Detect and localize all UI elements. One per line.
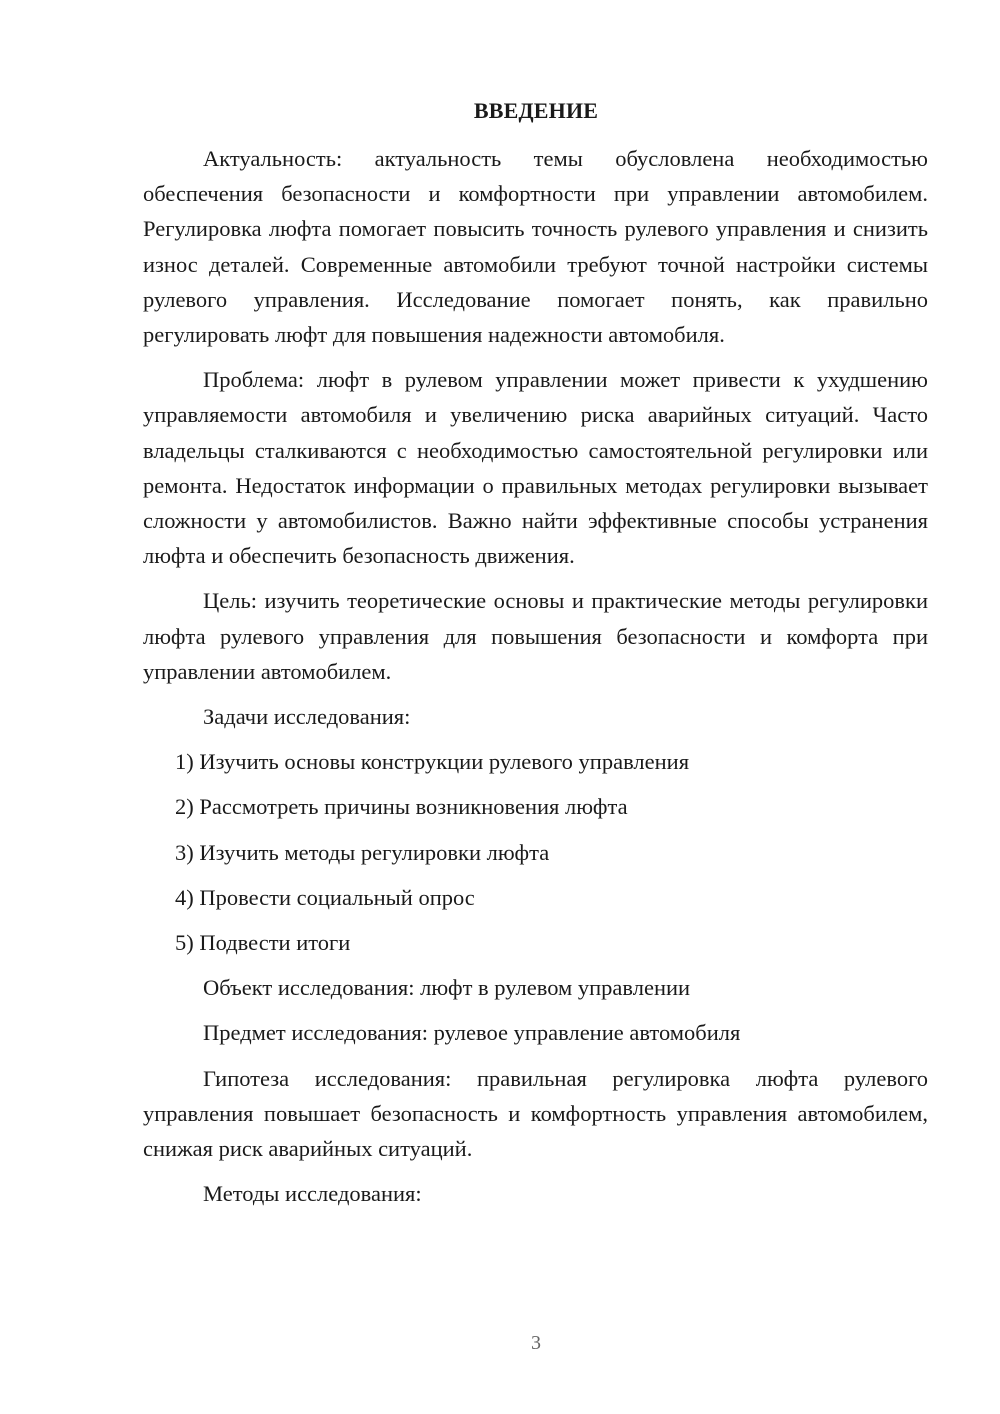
list-item: 3) Изучить методы регулировки люфта xyxy=(175,839,550,865)
object-paragraph: Объект исследования: люфт в рулевом управлении xyxy=(203,975,691,1001)
problem-paragraph: Проблема: люфт в рулевом управлении может привести к ухудшению управляемости автомобиля и увеличению риска аварийных ситуаций. Часто владельцы сталкиваются с необходимостью самостоятельной регулировки или ремонта. Недостаток информации о правильных методах регулировки вызывает сложности у автомобилистов. Важно найти эффективные способы устранения люфта и обеспечить безопасность движения. xyxy=(143,367,928,569)
list-item: 2) Рассмотреть причины возникновения люфта xyxy=(175,794,628,820)
page-number: 3 xyxy=(531,1332,541,1354)
tasks-list xyxy=(143,744,928,960)
relevance-paragraph: Актуальность: актуальность темы обусловлена необходимостью обеспечения безопасности и комфортности при управлении автомобилем. Регулировка люфта помогает повысить точность рулевого управления и снизить износ деталей. Современные автомобили требуют точной настройки системы рулевого управления. Исследование помогает понять, как правильно регулировать люфт для повышения надежности автомобиля. xyxy=(143,146,928,348)
list-item: 1) Изучить основы конструкции рулевого управления xyxy=(175,749,690,775)
subject-paragraph: Предмет исследования: рулевое управление автомобиля xyxy=(203,1020,741,1046)
hypothesis-paragraph: Гипотеза исследования: правильная регулировка люфта рулевого управления повышает безопасность и комфортность управления автомобилем, снижая риск аварийных ситуаций. xyxy=(143,1065,928,1162)
list-item: 5) Подвести итоги xyxy=(175,930,351,956)
document-body xyxy=(143,141,928,1221)
goal-paragraph: Цель: изучить теоретические основы и практические методы регулировки люфта рулевого управления для повышения безопасности и комфорта при управлении автомобилем. xyxy=(143,588,928,684)
list-item: 4) Провести социальный опрос xyxy=(175,884,475,910)
page-title: ВВЕДЕНИЕ xyxy=(473,98,599,123)
methods-heading: Методы исследования: xyxy=(203,1181,422,1207)
tasks-heading: Задачи исследования: xyxy=(203,704,411,730)
